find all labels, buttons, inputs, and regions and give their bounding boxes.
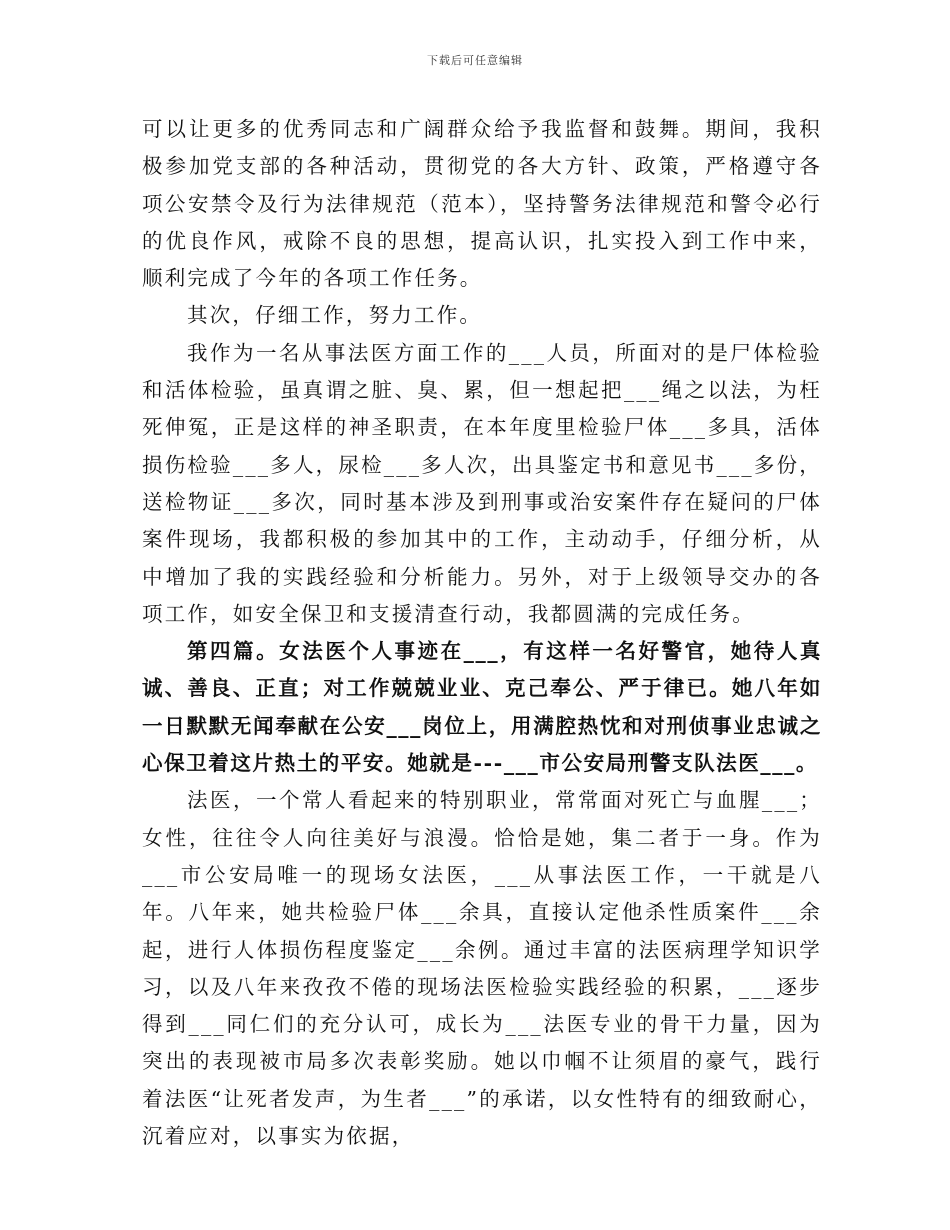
paragraph-intro-continuation: 可以让更多的优秀同志和广阔群众给予我监督和鼓舞。期间，我积极参加党支部的各种活动，贯彻党的各大方针、政策，严格遵守各项公安禁令及行为法律规范（范本），坚持警务法律规范和警令必行的优良作风，戒除不良的思想，提高认识，扎实投入到工作中来，顺利完成了今年的各项工作任务。	[142, 117, 822, 291]
paragraph-second-point: 其次，仔细工作，努力工作。	[187, 303, 483, 328]
paragraph-forensic-doctor-story: 法医，一个常人看起来的特别职业，常常面对死亡与血腥___；女性，往往令人向往美好与浪漫。恰恰是她，集二者于一身。作为___市公安局唯一的现场女法医，___从事法医工作，一干就是八年。八年来，她共检验尸体___余具，直接认定他杀性质案件___余起，进行人体损伤程度鉴定___余例。通过丰富的法医病理学知识学习，以及八年来孜孜不倦的现场法医检验实践经验的积累，___逐步得到___同仁们的充分认可，成长为___法医专业的骨干力量，因为突出的表现被市局多次表彰奖励。她以巾帼不让须眉的豪气，践行着法医“让死者发声，为生者___”的承诺，以女性特有的细致耐心，沉着应对，以事实为依据，	[142, 788, 822, 1149]
paragraph-work-details: 我作为一名从事法医方面工作的___人员，所面对的是尸体检验和活体检验，虽真谓之脏、臭、累，但一想起把___绳之以法，为枉死伸冤，正是这样的神圣职责，在本年度里检验尸体___多具，活体损伤检验___多人，尿检___多人次，出具鉴定书和意见书___多份，送检物证___多次，同时基本涉及到刑事或治安案件存在疑问的尸体案件现场，我都积极的参加其中的工作，主动动手，仔细分析，从中增加了我的实践经验和分析能力。另外，对于上级领导交办的各项工作，如安全保卫和支援清查行动，我都圆满的完成任务。	[142, 340, 822, 626]
document-body	[142, 111, 822, 1155]
paragraph-fourth-article-heading: 第四篇。女法医个人事迹在___，有这样一名好警官，她待人真诚、善良、正直；对工作兢兢业业、克己奉公、严于律已。她八年如一日默默无闻奉献在公安___岗位上，用满腔热忱和对刑侦事业忠诚之心保卫着这片热土的平安。她就是---___市公安局刑警支队法医___。	[142, 639, 822, 776]
page-header: 下载后可任意编辑	[427, 54, 523, 67]
